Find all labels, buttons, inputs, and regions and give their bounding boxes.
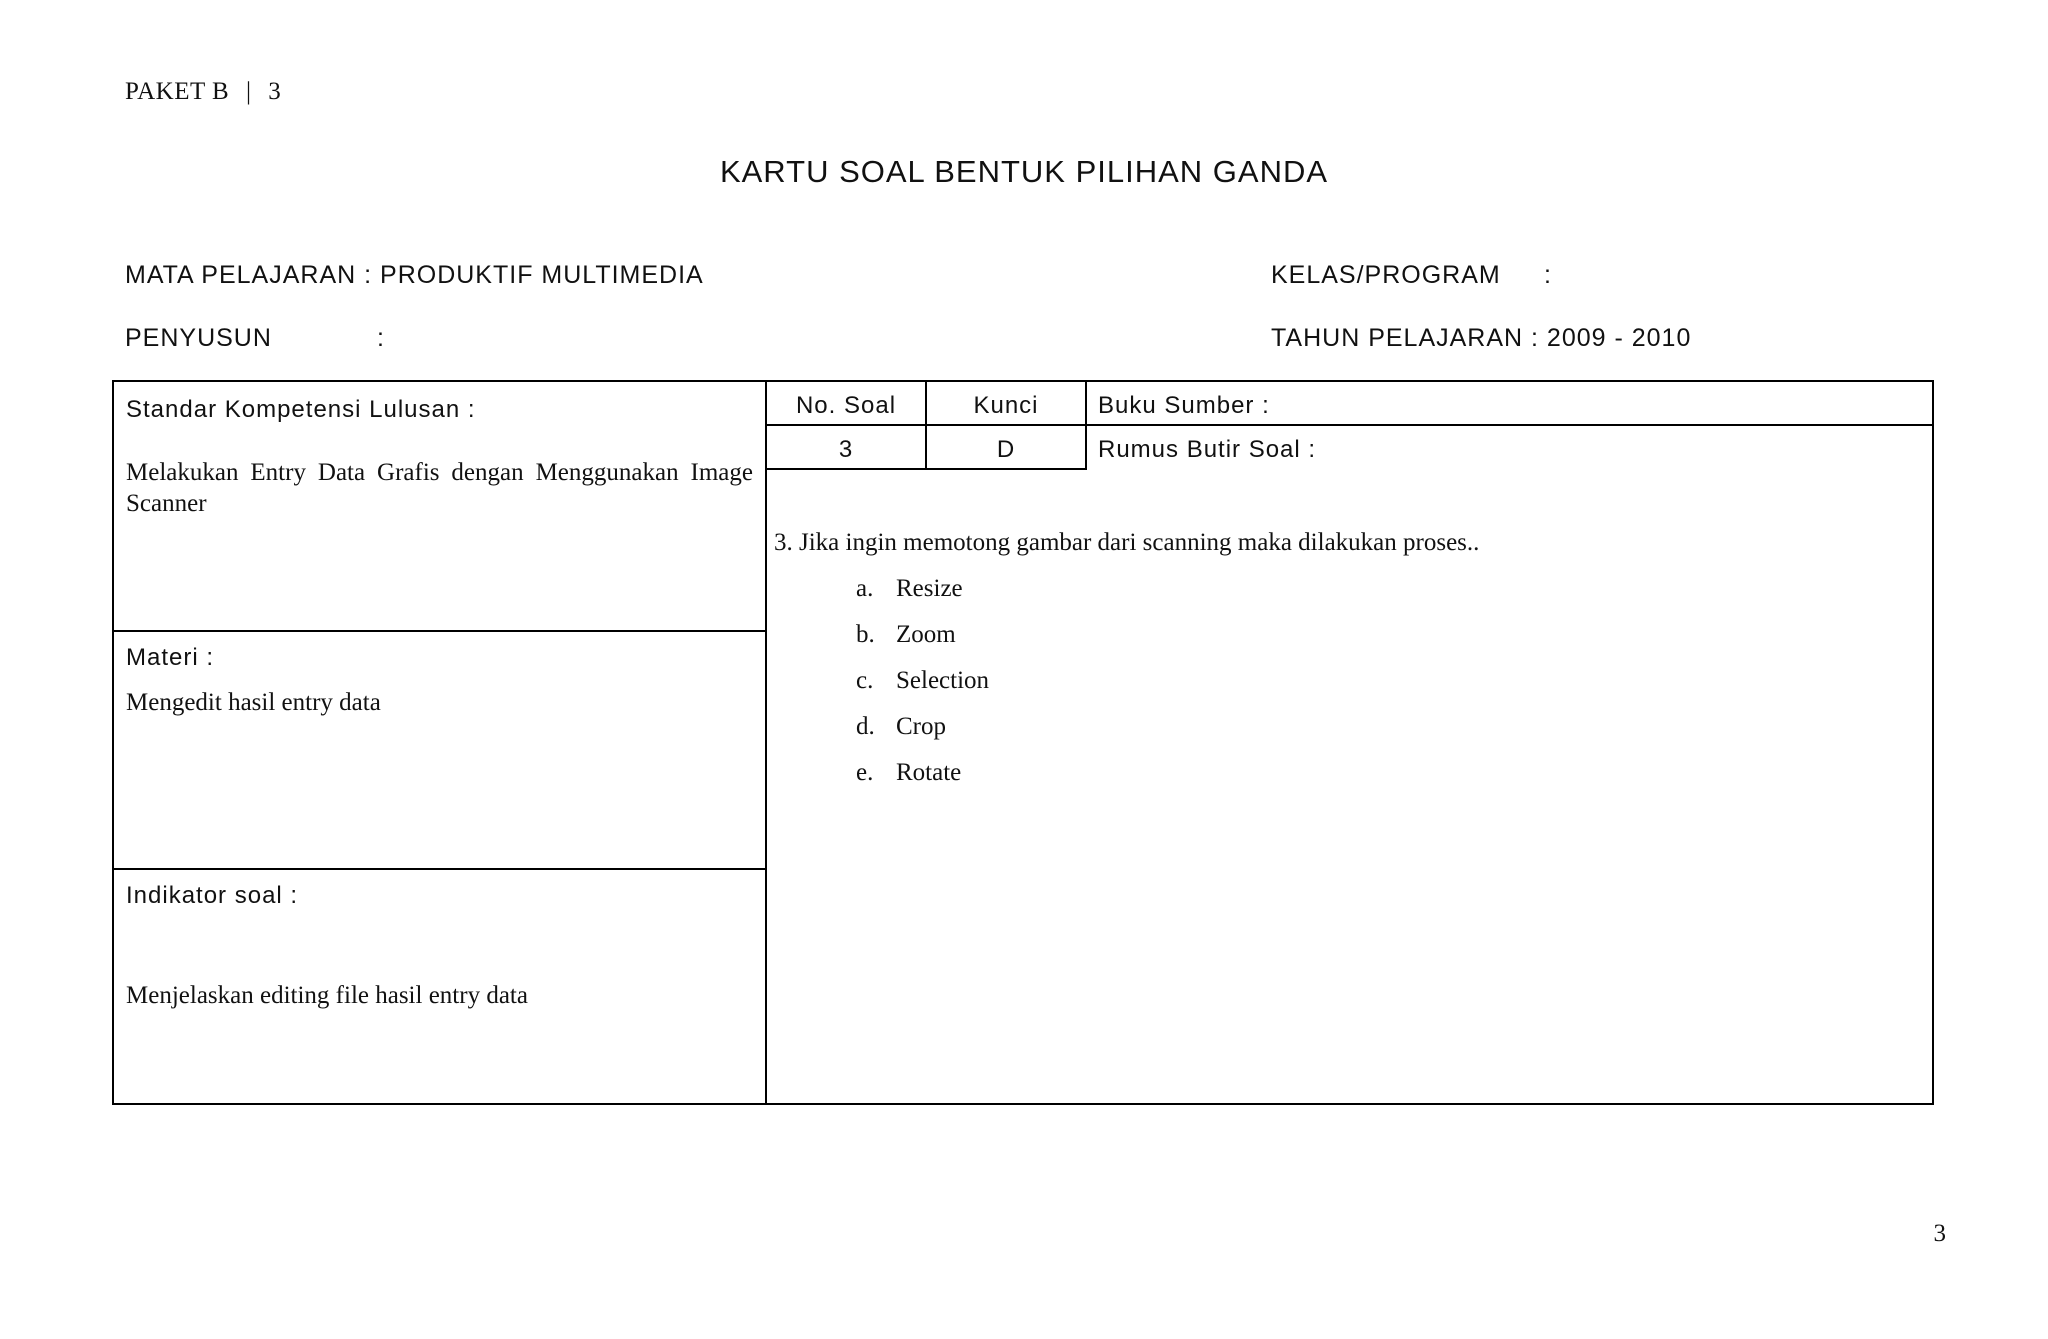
option-text: Zoom [896, 621, 956, 648]
penyusun-field [125, 324, 385, 353]
option-letter: d. [856, 713, 875, 740]
question-card [112, 380, 1934, 1105]
no-soal-label: No. Soal [795, 392, 897, 419]
materi-text: Mengedit hasil entry data [126, 689, 381, 716]
option-letter: e. [856, 759, 874, 786]
buku-sumber-label: Buku Sumber : [1098, 392, 1270, 419]
row-divider-1 [114, 630, 765, 632]
kunci-value: D [996, 436, 1016, 463]
skl-label: Standar Kompetensi Lulusan : [126, 396, 476, 423]
option-letter: a. [856, 575, 874, 602]
header-row-divider [765, 424, 1932, 426]
indikator-text: Menjelaskan editing file hasil entry data [126, 982, 528, 1009]
mata-pelajaran: MATA PELAJARAN : PRODUKTIF MULTIMEDIA [125, 261, 704, 289]
indikator-label: Indikator soal : [126, 882, 299, 909]
option-b [856, 621, 989, 667]
option-text: Resize [896, 575, 963, 602]
tahun-pelajaran: TAHUN PELAJARAN : 2009 - 2010 [1271, 324, 1692, 352]
question-text: 3. Jika ingin memotong gambar dari scanning maka dilakukan proses.. [774, 529, 1480, 556]
paket-label: PAKET B [125, 78, 230, 105]
option-text: Crop [896, 713, 946, 740]
option-e [856, 759, 989, 805]
skl-text: Melakukan Entry Data Grafis dengan Menggunakan Image Scanner [126, 459, 753, 517]
kunci-label: Kunci [973, 392, 1039, 419]
key-row-divider [765, 468, 1085, 470]
penyusun-colon: : [377, 324, 385, 352]
footer-page-number: 3 [1933, 1220, 1946, 1247]
header-page-number: 3 [268, 78, 282, 105]
row-divider-2 [114, 868, 765, 870]
materi-label: Materi : [126, 644, 215, 671]
header-separator: | [245, 78, 252, 105]
kelas-program-colon: : [1544, 261, 1552, 289]
no-soal-value: 3 [838, 436, 854, 463]
document-title: KARTU SOAL BENTUK PILIHAN GANDA [719, 154, 1329, 189]
kelas-program-label: KELAS/PROGRAM [1271, 261, 1501, 289]
option-c [856, 667, 989, 713]
small-divider-2 [1085, 382, 1087, 470]
option-text: Rotate [896, 759, 962, 786]
answer-options [856, 575, 989, 805]
option-d [856, 713, 989, 759]
column-divider [765, 382, 767, 1103]
penyusun-label: PENYUSUN [125, 324, 272, 352]
page-header [125, 78, 281, 106]
option-text: Selection [896, 667, 990, 694]
option-letter: c. [856, 667, 874, 694]
option-a [856, 575, 989, 621]
option-letter: b. [856, 621, 875, 648]
kelas-program-field [1271, 261, 1552, 290]
rumus-butir-soal-label: Rumus Butir Soal : [1098, 436, 1317, 463]
